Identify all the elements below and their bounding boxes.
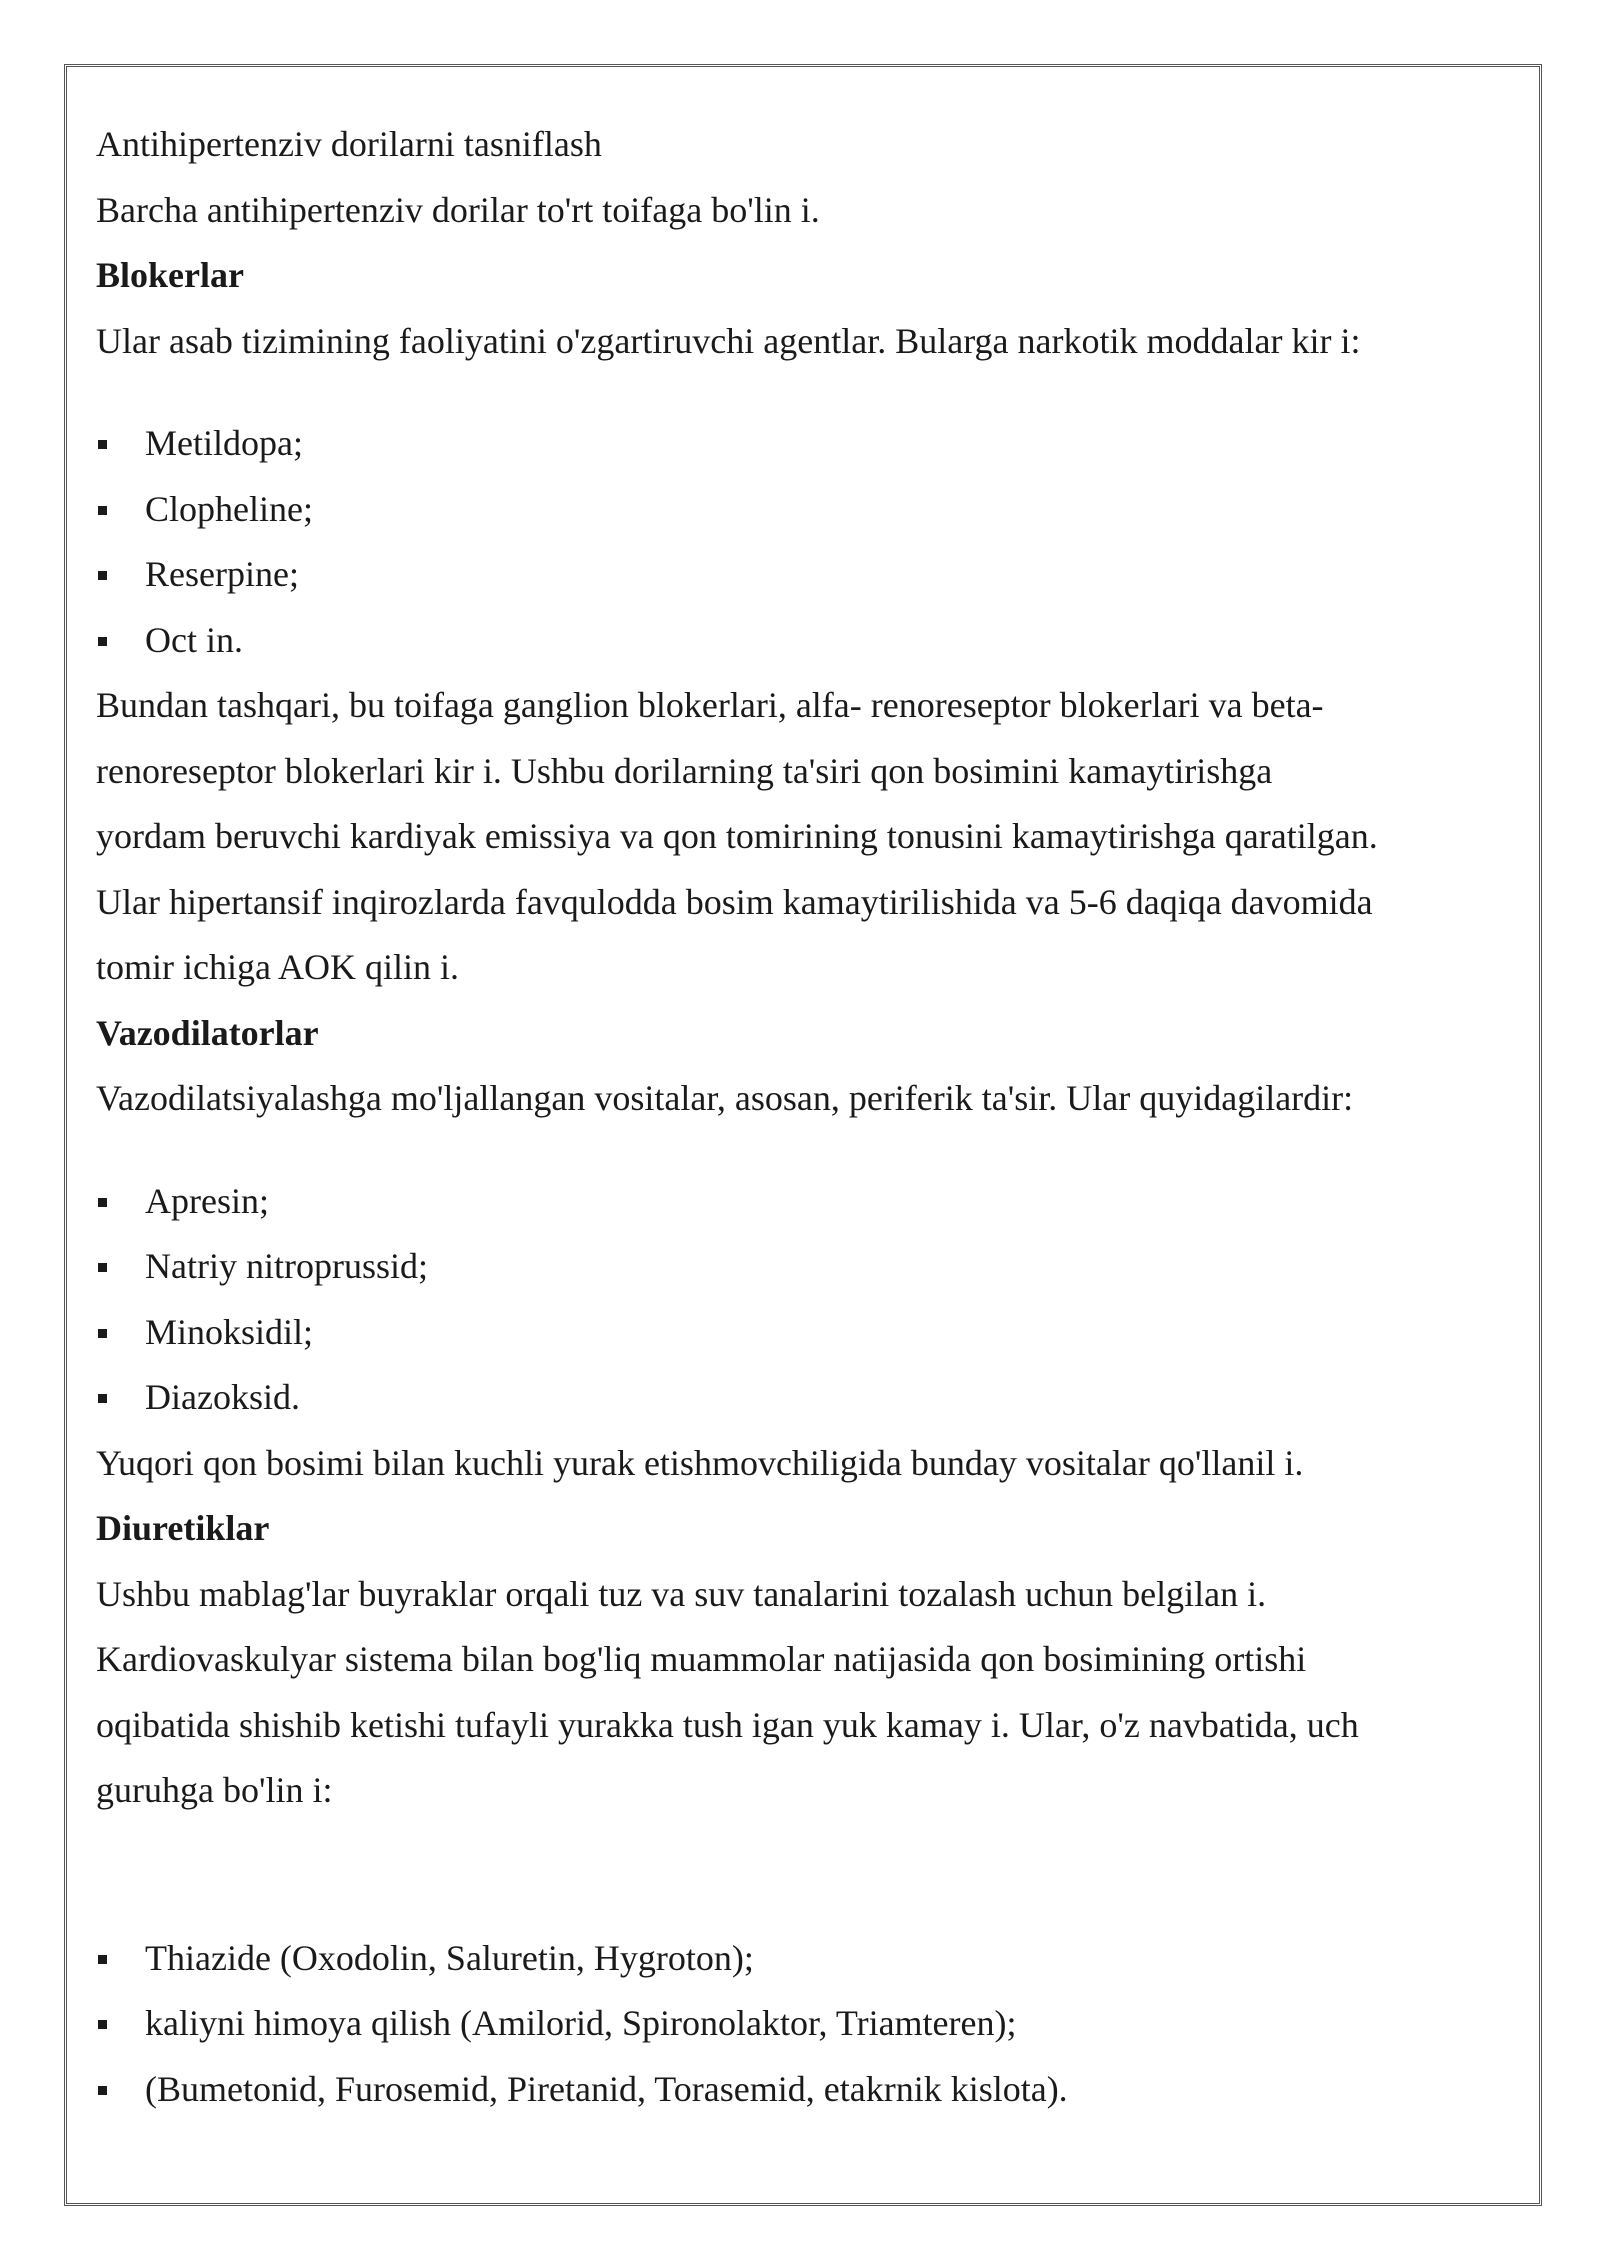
list-item-text: Clopheline; [145,488,313,529]
paragraph-line: oqibatida shishib ketishi tufayli yurakka tush igan yuk kamay i. Ular, o'z navbatida, uch [96,1704,1359,1745]
bullet-icon [98,1955,107,1964]
document-title: Antihipertenziv dorilarni tasniflash [96,124,602,164]
bullet-icon [98,2086,107,2095]
section-lead-vazodilatorlar: Vazodilatsiyalashga mo'ljallangan vositalar, asosan, periferik ta'sir. Ular quyidagilardir: [96,1078,1354,1118]
list-item [96,1300,1496,1366]
list-item-text: Diazoksid. [145,1377,300,1417]
list-item [96,411,1496,477]
list-item [96,542,1496,608]
paragraph-line: Ular hipertansif inqirozlarda favqulodda bosim kamaytirilishida va 5-6 daqiqa davomida [96,881,1373,922]
paragraph-line: yordam beruvchi kardiyak emissiya va qon tomirining tonusini kamaytirishga qaratilgan. [96,816,1378,856]
section-heading-vazodilatorlar: Vazodilatorlar [96,1012,319,1053]
spacer [96,1824,1496,1926]
list-item [96,608,1496,674]
list-item-text: Reserpine; [145,554,299,594]
list-item [96,2057,1496,2123]
section-heading-blokerlar: Blokerlar [96,255,244,295]
vazodilatorlar-list [96,1169,1496,1431]
spacer [96,374,1496,411]
bullet-icon [98,1198,107,1207]
list-item-text: Thiazide (Oxodolin, Saluretin, Hygroton); [145,1937,754,1978]
bullet-icon [98,506,107,515]
bullet-icon [98,2020,107,2029]
list-item-text: Apresin; [145,1180,269,1221]
paragraph-line: tomir ichiga AOK qilin i. [96,947,459,987]
paragraph-line: Kardiovaskulyar sistema bilan bog'liq muammolar natijasida qon bosimining ortishi [96,1639,1307,1679]
bullet-icon [98,1394,107,1403]
list-item-text: Minoksidil; [145,1311,314,1352]
blokerlar-list [96,411,1496,673]
list-item-text: (Bumetonid, Furosemid, Piretanid, Torasemid, etakrnik kislota). [145,2068,1068,2109]
document-body [96,112,1496,2122]
section-lead-blokerlar: Ular asab tizimining faoliyatini o'zgartiruvchi agentlar. Bularga narkotik moddalar kir i: [96,320,1361,361]
bullet-icon [98,1329,107,1338]
list-item [96,1926,1496,1992]
list-item-text: Natriy nitroprussid; [145,1246,428,1286]
bullet-icon [98,637,107,646]
bullet-icon [98,571,107,580]
section-heading-diuretiklar: Diuretiklar [96,1508,270,1548]
paragraph-line: Ushbu mablag'lar buyraklar orqali tuz va suv tanalarini tozalash uchun belgilan i. [96,1573,1267,1614]
paragraph-line: Yuqori qon bosimi bilan kuchli yurak etishmovchiligida bunday vositalar qo'llanil i. [96,1442,1304,1483]
list-item-text: kaliyni himoya qilish (Amilorid, Spironolaktor, Triamteren); [145,2003,1017,2043]
paragraph-line: renoreseptor blokerlari kir i. Ushbu dorilarning ta'siri qon bosimini kamaytirishga [96,750,1273,791]
paragraph-line: Bundan tashqari, bu toifaga ganglion blokerlari, alfa- renoreseptor blokerlari va beta- [96,685,1324,725]
list-item [96,1365,1496,1431]
list-item-text: Metildopa; [145,423,303,463]
list-item [96,1169,1496,1235]
spacer [96,1132,1496,1169]
bullet-icon [98,440,107,449]
list-item [96,1234,1496,1300]
list-item [96,1991,1496,2057]
list-item-text: Oct in. [145,619,243,660]
list-item [96,477,1496,543]
bullet-icon [98,1263,107,1272]
diuretiklar-list [96,1926,1496,2123]
intro-paragraph: Barcha antihipertenziv dorilar to'rt toifaga bo'lin i. [96,189,820,230]
paragraph-line: guruhga bo'lin i: [96,1770,333,1810]
